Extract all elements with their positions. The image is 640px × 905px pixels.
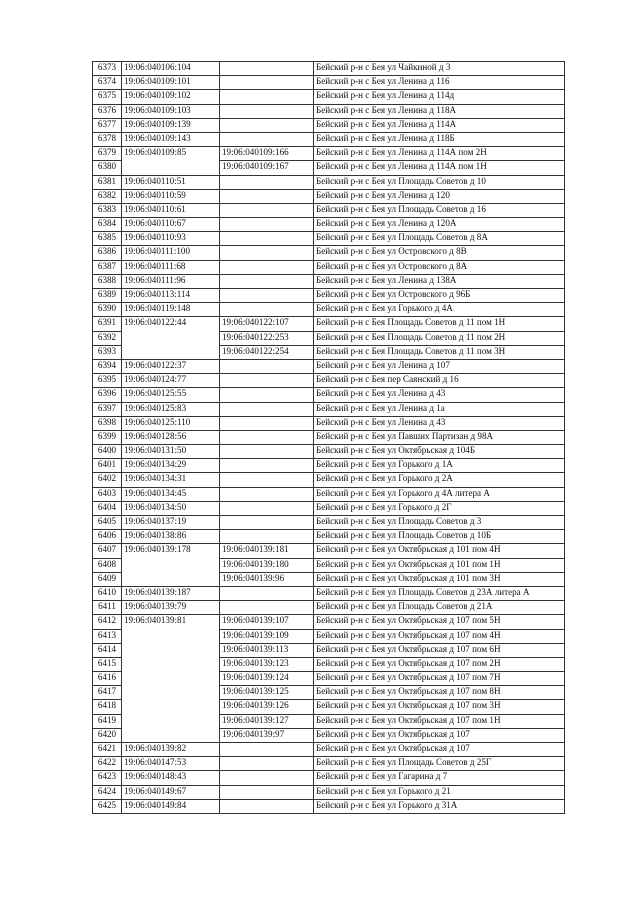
cadastral-number-cell bbox=[122, 161, 220, 175]
cadastral-number-cell bbox=[122, 629, 220, 643]
address-cell: Бейский р-н с Бея ул Октябрьская д 104Б bbox=[314, 445, 565, 459]
row-number-cell: 6421 bbox=[93, 743, 122, 757]
sub-cadastral-number-cell bbox=[220, 62, 314, 76]
table-row bbox=[93, 473, 565, 487]
sub-cadastral-number-cell bbox=[220, 175, 314, 189]
sub-cadastral-number-cell bbox=[220, 601, 314, 615]
address-cell: Бейский р-н с Бея ул Ленина д 43 bbox=[314, 416, 565, 430]
sub-cadastral-number-cell bbox=[220, 388, 314, 402]
sub-cadastral-number-cell bbox=[220, 445, 314, 459]
cadastral-number-cell: 19:06:040109:143 bbox=[122, 132, 220, 146]
sub-cadastral-number-cell: 19:06:040122:107 bbox=[220, 317, 314, 331]
table-row bbox=[93, 317, 565, 331]
address-cell: Бейский р-н с Бея ул Октябрьская д 107 bbox=[314, 743, 565, 757]
row-number-cell: 6394 bbox=[93, 359, 122, 373]
address-cell: Бейский р-н с Бея Площадь Советов д 11 пом 2Н bbox=[314, 331, 565, 345]
table-row bbox=[93, 62, 565, 76]
address-cell: Бейский р-н с Бея ул Октябрьская д 101 пом 3Н bbox=[314, 572, 565, 586]
row-number-cell: 6413 bbox=[93, 629, 122, 643]
table-row bbox=[93, 175, 565, 189]
address-cell: Бейский р-н с Бея ул Октябрьская д 107 пом 5Н bbox=[314, 615, 565, 629]
address-cell: Бейский р-н с Бея ул Октябрьская д 107 пом 2Н bbox=[314, 657, 565, 671]
table-row bbox=[93, 572, 565, 586]
row-number-cell: 6397 bbox=[93, 402, 122, 416]
cadastral-number-cell bbox=[122, 643, 220, 657]
row-number-cell: 6409 bbox=[93, 572, 122, 586]
cadastral-number-cell: 19:06:040113:114 bbox=[122, 289, 220, 303]
sub-cadastral-number-cell: 19:06:040139:123 bbox=[220, 657, 314, 671]
row-number-cell: 6388 bbox=[93, 274, 122, 288]
address-cell: Бейский р-н с Бея ул Павших Партизан д 98А bbox=[314, 430, 565, 444]
address-cell: Бейский р-н с Бея ул Горького д 4А литера А bbox=[314, 487, 565, 501]
sub-cadastral-number-cell bbox=[220, 289, 314, 303]
address-cell: Бейский р-н с Бея ул Островского д 8А bbox=[314, 260, 565, 274]
sub-cadastral-number-cell: 19:06:040109:167 bbox=[220, 161, 314, 175]
row-number-cell: 6387 bbox=[93, 260, 122, 274]
row-number-cell: 6383 bbox=[93, 203, 122, 217]
table-row bbox=[93, 104, 565, 118]
row-number-cell: 6422 bbox=[93, 757, 122, 771]
cadastral-number-cell: 19:06:040110:93 bbox=[122, 232, 220, 246]
cadastral-number-cell bbox=[122, 345, 220, 359]
cadastral-number-cell: 19:06:040122:37 bbox=[122, 359, 220, 373]
cadastral-number-cell: 19:06:040139:82 bbox=[122, 743, 220, 757]
cadastral-number-cell bbox=[122, 672, 220, 686]
sub-cadastral-number-cell: 19:06:040139:181 bbox=[220, 544, 314, 558]
row-number-cell: 6381 bbox=[93, 175, 122, 189]
cadastral-number-cell: 19:06:040125:83 bbox=[122, 402, 220, 416]
address-cell: Бейский р-н с Бея ул Площадь Советов д 10 bbox=[314, 175, 565, 189]
row-number-cell: 6393 bbox=[93, 345, 122, 359]
sub-cadastral-number-cell bbox=[220, 757, 314, 771]
row-number-cell: 6374 bbox=[93, 76, 122, 90]
table-row bbox=[93, 743, 565, 757]
cadastral-number-cell: 19:06:040124:77 bbox=[122, 374, 220, 388]
table-row bbox=[93, 558, 565, 572]
table-row bbox=[93, 430, 565, 444]
cadastral-number-cell: 19:06:040138:86 bbox=[122, 530, 220, 544]
sub-cadastral-number-cell bbox=[220, 785, 314, 799]
table-row bbox=[93, 714, 565, 728]
row-number-cell: 6384 bbox=[93, 218, 122, 232]
row-number-cell: 6410 bbox=[93, 586, 122, 600]
sub-cadastral-number-cell bbox=[220, 771, 314, 785]
cadastral-number-cell bbox=[122, 714, 220, 728]
row-number-cell: 6414 bbox=[93, 643, 122, 657]
table-row bbox=[93, 728, 565, 742]
table-row bbox=[93, 586, 565, 600]
table-row bbox=[93, 402, 565, 416]
row-number-cell: 6395 bbox=[93, 374, 122, 388]
address-cell: Бейский р-н с Бея ул Ленина д 114д bbox=[314, 90, 565, 104]
row-number-cell: 6406 bbox=[93, 530, 122, 544]
table-row bbox=[93, 345, 565, 359]
table-row bbox=[93, 189, 565, 203]
row-number-cell: 6396 bbox=[93, 388, 122, 402]
sub-cadastral-number-cell bbox=[220, 459, 314, 473]
cadastral-number-cell: 19:06:040109:101 bbox=[122, 76, 220, 90]
address-cell: Бейский р-н с Бея ул Октябрьская д 101 пом 1Н bbox=[314, 558, 565, 572]
row-number-cell: 6418 bbox=[93, 700, 122, 714]
address-cell: Бейский р-н с Бея ул Ленина д 114А пом 1Н bbox=[314, 161, 565, 175]
table-row bbox=[93, 445, 565, 459]
cadastral-number-cell: 19:06:040139:81 bbox=[122, 615, 220, 629]
table-row bbox=[93, 232, 565, 246]
table-row bbox=[93, 700, 565, 714]
table-row bbox=[93, 487, 565, 501]
address-cell: Бейский р-н с Бея пер Саянский д 16 bbox=[314, 374, 565, 388]
sub-cadastral-number-cell bbox=[220, 232, 314, 246]
sub-cadastral-number-cell bbox=[220, 218, 314, 232]
address-cell: Бейский р-н с Бея ул Площадь Советов д 3 bbox=[314, 516, 565, 530]
address-cell: Бейский р-н с Бея ул Ленина д 43 bbox=[314, 388, 565, 402]
cadastral-number-cell: 19:06:040134:29 bbox=[122, 459, 220, 473]
address-cell: Бейский р-н с Бея ул Октябрьская д 107 пом 7Н bbox=[314, 672, 565, 686]
sub-cadastral-number-cell: 19:06:040139:126 bbox=[220, 700, 314, 714]
sub-cadastral-number-cell bbox=[220, 203, 314, 217]
row-number-cell: 6416 bbox=[93, 672, 122, 686]
row-number-cell: 6417 bbox=[93, 686, 122, 700]
address-cell: Бейский р-н с Бея Площадь Советов д 11 пом 1Н bbox=[314, 317, 565, 331]
table-row bbox=[93, 501, 565, 515]
sub-cadastral-number-cell bbox=[220, 303, 314, 317]
cadastral-number-cell: 19:06:040109:103 bbox=[122, 104, 220, 118]
cadastral-number-cell bbox=[122, 572, 220, 586]
address-cell: Бейский р-н с Бея ул Горького д 4А bbox=[314, 303, 565, 317]
sub-cadastral-number-cell bbox=[220, 90, 314, 104]
row-number-cell: 6402 bbox=[93, 473, 122, 487]
cadastral-number-cell: 19:06:040125:55 bbox=[122, 388, 220, 402]
address-cell: Бейский р-н с Бея ул Ленина д 118А bbox=[314, 104, 565, 118]
registry-table bbox=[92, 61, 565, 814]
row-number-cell: 6419 bbox=[93, 714, 122, 728]
table-row bbox=[93, 601, 565, 615]
address-cell: Бейский р-н с Бея ул Ленина д 116 bbox=[314, 76, 565, 90]
table-row bbox=[93, 359, 565, 373]
cadastral-number-cell: 19:06:040134:31 bbox=[122, 473, 220, 487]
row-number-cell: 6411 bbox=[93, 601, 122, 615]
sub-cadastral-number-cell bbox=[220, 274, 314, 288]
row-number-cell: 6398 bbox=[93, 416, 122, 430]
table-row bbox=[93, 459, 565, 473]
row-number-cell: 6378 bbox=[93, 132, 122, 146]
sub-cadastral-number-cell bbox=[220, 118, 314, 132]
sub-cadastral-number-cell: 19:06:040139:127 bbox=[220, 714, 314, 728]
sub-cadastral-number-cell: 19:06:040109:166 bbox=[220, 147, 314, 161]
sub-cadastral-number-cell: 19:06:040139:96 bbox=[220, 572, 314, 586]
table-row bbox=[93, 388, 565, 402]
address-cell: Бейский р-н с Бея ул Горького д 1А bbox=[314, 459, 565, 473]
address-cell: Бейский р-н с Бея ул Ленина д 120А bbox=[314, 218, 565, 232]
cadastral-number-cell bbox=[122, 728, 220, 742]
table-row bbox=[93, 672, 565, 686]
address-cell: Бейский р-н с Бея ул Октябрьская д 107 пом 4Н bbox=[314, 629, 565, 643]
address-cell: Бейский р-н с Бея ул Октябрьская д 107 пом 3Н bbox=[314, 700, 565, 714]
row-number-cell: 6404 bbox=[93, 501, 122, 515]
sub-cadastral-number-cell bbox=[220, 473, 314, 487]
cadastral-number-cell: 19:06:040149:84 bbox=[122, 799, 220, 813]
row-number-cell: 6389 bbox=[93, 289, 122, 303]
address-cell: Бейский р-н с Бея ул Площадь Советов д 23А литера А bbox=[314, 586, 565, 600]
cadastral-number-cell: 19:06:040128:56 bbox=[122, 430, 220, 444]
sub-cadastral-number-cell bbox=[220, 501, 314, 515]
sub-cadastral-number-cell bbox=[220, 516, 314, 530]
address-cell: Бейский р-н с Бея ул Ленина д 114А пом 2Н bbox=[314, 147, 565, 161]
table-row bbox=[93, 260, 565, 274]
sub-cadastral-number-cell bbox=[220, 402, 314, 416]
table-row bbox=[93, 771, 565, 785]
table-row bbox=[93, 147, 565, 161]
address-cell: Бейский р-н с Бея ул Ленина д 1а bbox=[314, 402, 565, 416]
sub-cadastral-number-cell bbox=[220, 189, 314, 203]
sub-cadastral-number-cell: 19:06:040122:253 bbox=[220, 331, 314, 345]
table-row bbox=[93, 530, 565, 544]
sub-cadastral-number-cell: 19:06:040139:97 bbox=[220, 728, 314, 742]
cadastral-number-cell: 19:06:040122:44 bbox=[122, 317, 220, 331]
address-cell: Бейский р-н с Бея ул Площадь Советов д 10Б bbox=[314, 530, 565, 544]
table-row bbox=[93, 615, 565, 629]
table-row bbox=[93, 118, 565, 132]
cadastral-number-cell: 19:06:040134:45 bbox=[122, 487, 220, 501]
address-cell: Бейский р-н с Бея ул Островского д 8В bbox=[314, 246, 565, 260]
table-row bbox=[93, 643, 565, 657]
address-cell: Бейский р-н с Бея ул Ленина д 114А bbox=[314, 118, 565, 132]
cadastral-number-cell: 19:06:040149:67 bbox=[122, 785, 220, 799]
table-row bbox=[93, 544, 565, 558]
cadastral-number-cell: 19:06:040111:100 bbox=[122, 246, 220, 260]
sub-cadastral-number-cell bbox=[220, 246, 314, 260]
address-cell: Бейский р-н с Бея ул Горького д 31А bbox=[314, 799, 565, 813]
row-number-cell: 6377 bbox=[93, 118, 122, 132]
table-row bbox=[93, 203, 565, 217]
address-cell: Бейский р-н с Бея ул Площадь Советов д 21А bbox=[314, 601, 565, 615]
address-cell: Бейский р-н с Бея ул Чайкиной д 3 bbox=[314, 62, 565, 76]
registry-table-body bbox=[93, 62, 565, 814]
cadastral-number-cell: 19:06:040106:104 bbox=[122, 62, 220, 76]
table-row bbox=[93, 629, 565, 643]
sub-cadastral-number-cell bbox=[220, 104, 314, 118]
table-row bbox=[93, 757, 565, 771]
cadastral-number-cell: 19:06:040110:61 bbox=[122, 203, 220, 217]
row-number-cell: 6386 bbox=[93, 246, 122, 260]
address-cell: Бейский р-н с Бея ул Ленина д 138А bbox=[314, 274, 565, 288]
sub-cadastral-number-cell bbox=[220, 374, 314, 388]
cadastral-number-cell: 19:06:040139:187 bbox=[122, 586, 220, 600]
cadastral-number-cell: 19:06:040110:59 bbox=[122, 189, 220, 203]
sub-cadastral-number-cell bbox=[220, 132, 314, 146]
address-cell: Бейский р-н с Бея ул Островского д 96Б bbox=[314, 289, 565, 303]
address-cell: Бейский р-н с Бея ул Ленина д 118Б bbox=[314, 132, 565, 146]
row-number-cell: 6424 bbox=[93, 785, 122, 799]
table-row bbox=[93, 274, 565, 288]
cadastral-number-cell: 19:06:040109:85 bbox=[122, 147, 220, 161]
table-row bbox=[93, 657, 565, 671]
cadastral-number-cell: 19:06:040109:139 bbox=[122, 118, 220, 132]
cadastral-number-cell: 19:06:040134:50 bbox=[122, 501, 220, 515]
address-cell: Бейский р-н с Бея ул Октябрьская д 107 пом 1Н bbox=[314, 714, 565, 728]
address-cell: Бейский р-н с Бея ул Октябрьская д 107 bbox=[314, 728, 565, 742]
cadastral-number-cell: 19:06:040111:68 bbox=[122, 260, 220, 274]
sub-cadastral-number-cell bbox=[220, 416, 314, 430]
address-cell: Бейский р-н с Бея ул Площадь Советов д 25Г bbox=[314, 757, 565, 771]
row-number-cell: 6379 bbox=[93, 147, 122, 161]
cadastral-number-cell bbox=[122, 657, 220, 671]
table-row bbox=[93, 516, 565, 530]
cadastral-number-cell bbox=[122, 558, 220, 572]
row-number-cell: 6407 bbox=[93, 544, 122, 558]
cadastral-number-cell: 19:06:040131:50 bbox=[122, 445, 220, 459]
address-cell: Бейский р-н с Бея ул Октябрьская д 107 пом 6Н bbox=[314, 643, 565, 657]
address-cell: Бейский р-н с Бея Площадь Советов д 11 пом 3Н bbox=[314, 345, 565, 359]
cadastral-number-cell: 19:06:040137:19 bbox=[122, 516, 220, 530]
address-cell: Бейский р-н с Бея ул Горького д 2А bbox=[314, 473, 565, 487]
address-cell: Бейский р-н с Бея ул Площадь Советов д 16 bbox=[314, 203, 565, 217]
row-number-cell: 6415 bbox=[93, 657, 122, 671]
sub-cadastral-number-cell: 19:06:040139:124 bbox=[220, 672, 314, 686]
row-number-cell: 6401 bbox=[93, 459, 122, 473]
address-cell: Бейский р-н с Бея ул Горького д 21 bbox=[314, 785, 565, 799]
cadastral-number-cell: 19:06:040119:148 bbox=[122, 303, 220, 317]
table-row bbox=[93, 132, 565, 146]
row-number-cell: 6392 bbox=[93, 331, 122, 345]
cadastral-number-cell: 19:06:040125:110 bbox=[122, 416, 220, 430]
address-cell: Бейский р-н с Бея ул Ленина д 120 bbox=[314, 189, 565, 203]
sub-cadastral-number-cell: 19:06:040139:125 bbox=[220, 686, 314, 700]
cadastral-number-cell bbox=[122, 686, 220, 700]
sub-cadastral-number-cell bbox=[220, 487, 314, 501]
row-number-cell: 6400 bbox=[93, 445, 122, 459]
sub-cadastral-number-cell: 19:06:040139:107 bbox=[220, 615, 314, 629]
table-row bbox=[93, 90, 565, 104]
table-row bbox=[93, 76, 565, 90]
cadastral-number-cell bbox=[122, 700, 220, 714]
address-cell: Бейский р-н с Бея ул Октябрьская д 101 пом 4Н bbox=[314, 544, 565, 558]
sub-cadastral-number-cell bbox=[220, 799, 314, 813]
sub-cadastral-number-cell bbox=[220, 76, 314, 90]
cadastral-number-cell bbox=[122, 331, 220, 345]
cadastral-number-cell: 19:06:040139:79 bbox=[122, 601, 220, 615]
address-cell: Бейский р-н с Бея ул Ленина д 107 bbox=[314, 359, 565, 373]
table-row bbox=[93, 303, 565, 317]
table-row bbox=[93, 416, 565, 430]
table-row bbox=[93, 218, 565, 232]
sub-cadastral-number-cell: 19:06:040139:180 bbox=[220, 558, 314, 572]
row-number-cell: 6382 bbox=[93, 189, 122, 203]
row-number-cell: 6380 bbox=[93, 161, 122, 175]
sub-cadastral-number-cell: 19:06:040139:109 bbox=[220, 629, 314, 643]
row-number-cell: 6420 bbox=[93, 728, 122, 742]
sub-cadastral-number-cell: 19:06:040139:113 bbox=[220, 643, 314, 657]
row-number-cell: 6375 bbox=[93, 90, 122, 104]
row-number-cell: 6412 bbox=[93, 615, 122, 629]
sub-cadastral-number-cell bbox=[220, 359, 314, 373]
table-row bbox=[93, 331, 565, 345]
table-row bbox=[93, 374, 565, 388]
sub-cadastral-number-cell bbox=[220, 260, 314, 274]
row-number-cell: 6423 bbox=[93, 771, 122, 785]
row-number-cell: 6399 bbox=[93, 430, 122, 444]
sub-cadastral-number-cell bbox=[220, 743, 314, 757]
sub-cadastral-number-cell bbox=[220, 430, 314, 444]
cadastral-number-cell: 19:06:040109:102 bbox=[122, 90, 220, 104]
row-number-cell: 6391 bbox=[93, 317, 122, 331]
address-cell: Бейский р-н с Бея ул Горького д 2Г bbox=[314, 501, 565, 515]
table-row bbox=[93, 785, 565, 799]
address-cell: Бейский р-н с Бея ул Площадь Советов д 8А bbox=[314, 232, 565, 246]
row-number-cell: 6373 bbox=[93, 62, 122, 76]
cadastral-number-cell: 19:06:040139:178 bbox=[122, 544, 220, 558]
cadastral-number-cell: 19:06:040110:51 bbox=[122, 175, 220, 189]
address-cell: Бейский р-н с Бея ул Гагарина д 7 bbox=[314, 771, 565, 785]
table-row bbox=[93, 246, 565, 260]
table-row bbox=[93, 289, 565, 303]
cadastral-number-cell: 19:06:040111:96 bbox=[122, 274, 220, 288]
row-number-cell: 6425 bbox=[93, 799, 122, 813]
row-number-cell: 6408 bbox=[93, 558, 122, 572]
row-number-cell: 6390 bbox=[93, 303, 122, 317]
row-number-cell: 6376 bbox=[93, 104, 122, 118]
sub-cadastral-number-cell bbox=[220, 530, 314, 544]
row-number-cell: 6405 bbox=[93, 516, 122, 530]
table-row bbox=[93, 686, 565, 700]
row-number-cell: 6403 bbox=[93, 487, 122, 501]
cadastral-number-cell: 19:06:040147:53 bbox=[122, 757, 220, 771]
address-cell: Бейский р-н с Бея ул Октябрьская д 107 пом 8Н bbox=[314, 686, 565, 700]
cadastral-number-cell: 19:06:040148:43 bbox=[122, 771, 220, 785]
sub-cadastral-number-cell bbox=[220, 586, 314, 600]
table-row bbox=[93, 161, 565, 175]
table-row bbox=[93, 799, 565, 813]
cadastral-number-cell: 19:06:040110:67 bbox=[122, 218, 220, 232]
sub-cadastral-number-cell: 19:06:040122:254 bbox=[220, 345, 314, 359]
row-number-cell: 6385 bbox=[93, 232, 122, 246]
